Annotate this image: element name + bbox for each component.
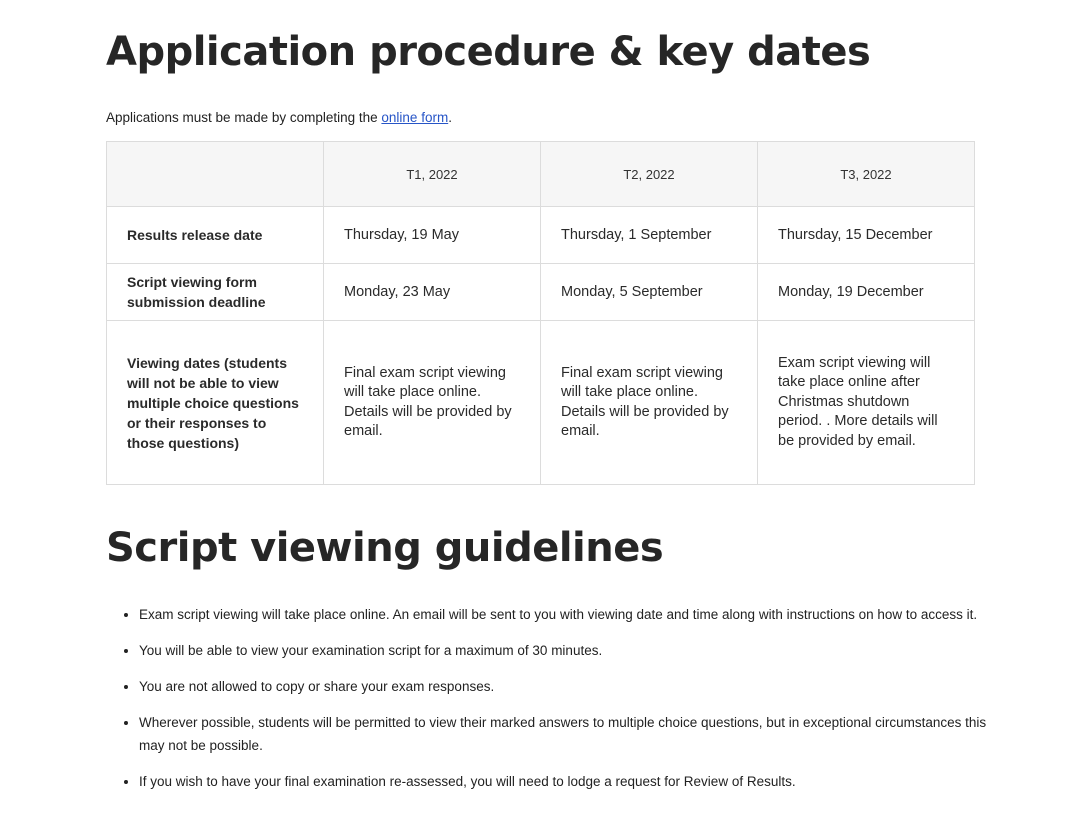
intro-period: .: [448, 110, 452, 125]
list-item: • Exam script viewing will take place online. An email will be sent to you with viewing date and time along with instructions on how to access it.: [139, 604, 1009, 627]
list-item: • You will be able to view your examination script for a maximum of 30 minutes.: [139, 640, 1009, 663]
table-header-t3: T3, 2022: [758, 142, 975, 207]
table-row: [107, 321, 975, 485]
online-form-link[interactable]: online form: [381, 110, 449, 125]
table-cell: Thursday, 1 September: [541, 207, 758, 264]
guidelines-list: [106, 604, 1009, 807]
table-header-t2: T2, 2022: [541, 142, 758, 207]
key-dates-table: [106, 141, 975, 485]
list-item: • If you wish to have your final examination re-assessed, you will need to lodge a request for Review of Results.: [139, 771, 1009, 794]
table-header-row: [107, 142, 975, 207]
table-cell: Exam script viewing will take place online after Christmas shutdown period. . More details will be provided by email.: [758, 321, 975, 485]
table-header-empty: [107, 142, 324, 207]
list-item: • Wherever possible, students will be permitted to view their marked answers to multiple choice questions, but in exceptional circumstances this may not be possible.: [139, 712, 1009, 757]
table-cell: Monday, 23 May: [324, 264, 541, 321]
table-cell: Monday, 19 December: [758, 264, 975, 321]
table-row: [107, 207, 975, 264]
table-cell: Final exam script viewing will take place online. Details will be provided by email.: [541, 321, 758, 485]
row-label-viewing-dates: Viewing dates (students will not be able to view multiple choice questions or their responses to those questions): [107, 321, 324, 485]
table-row: [107, 264, 975, 321]
intro-paragraph: [106, 110, 452, 125]
table-cell: Thursday, 15 December: [758, 207, 975, 264]
table-cell: Thursday, 19 May: [324, 207, 541, 264]
table-header-t1: T1, 2022: [324, 142, 541, 207]
row-label-submission-deadline: Script viewing form submission deadline: [107, 264, 324, 321]
list-item: • You are not allowed to copy or share your exam responses.: [139, 676, 1009, 699]
row-label-results-release: Results release date: [107, 207, 324, 264]
section-title-key-dates: Application procedure & key dates: [106, 29, 871, 75]
section-title-guidelines: Script viewing guidelines: [106, 525, 664, 571]
table-cell: Monday, 5 September: [541, 264, 758, 321]
intro-text: Applications must be made by completing the: [106, 110, 382, 125]
table-cell: Final exam script viewing will take place online. Details will be provided by email.: [324, 321, 541, 485]
